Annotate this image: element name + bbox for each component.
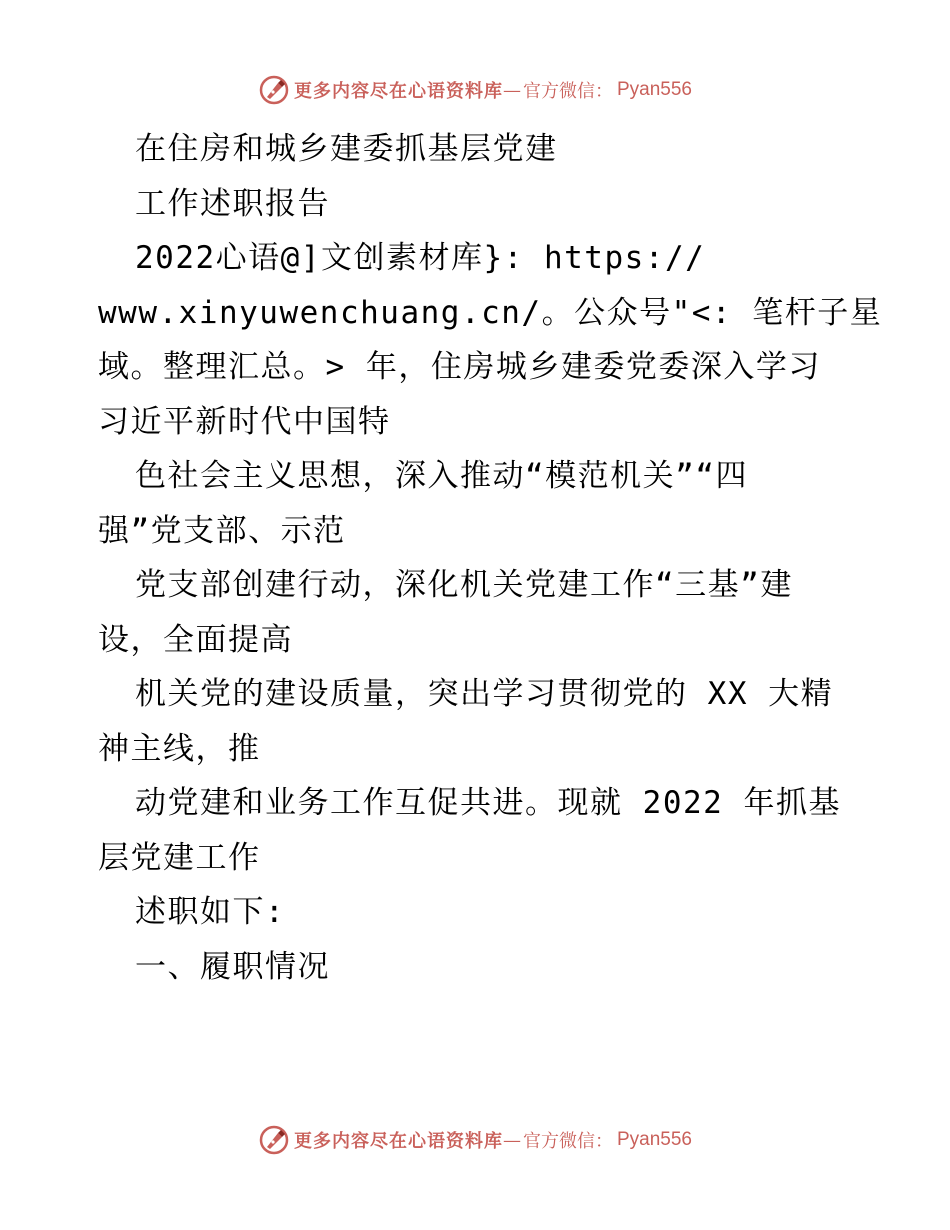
document-line: 动党建和业务工作互促共进。现就 2022 年抓基 (135, 785, 841, 821)
pen-nib-icon (258, 74, 290, 106)
pen-nib-icon (258, 1124, 290, 1156)
document-line: 述职如下: (135, 894, 286, 930)
watermark-separator: — (502, 79, 521, 101)
watermark-separator: — (502, 1129, 521, 1151)
document-line: 色社会主义思想，深入推动“模范机关”“四 (135, 458, 748, 494)
document-line: 在住房和城乡建委抓基层党建 (135, 131, 558, 167)
header-watermark (0, 72, 950, 108)
footer-watermark (0, 1122, 950, 1158)
document-line: 机关党的建设质量，突出学习贯彻党的 XX 大精 (135, 676, 834, 712)
document-line: www.xinyuwenchuang.cn/。公众号"<: 笔杆子星 (98, 294, 883, 331)
document-line: 习近平新时代中国特 (98, 403, 391, 440)
watermark-text: 更多内容尽在心语资料库 (293, 1131, 503, 1152)
document-line: 域。整理汇总。> 年，住房城乡建委党委深入学习 (98, 349, 821, 385)
document-line: 2022心语@]文创素材库}: https:// (135, 240, 706, 276)
watermark-contact-label: 官方微信： (522, 1131, 613, 1152)
document-line: 层党建工作 (98, 839, 261, 876)
document-body (98, 122, 883, 994)
watermark-text: 更多内容尽在心语资料库 (293, 81, 503, 102)
document-line: 神主线，推 (98, 730, 261, 767)
watermark-contact-label: 官方微信： (522, 81, 613, 102)
watermark-contact-id: Pyan556 (616, 79, 692, 100)
document-line: 设，全面提高 (98, 621, 293, 658)
document-line: 强”党支部、示范 (98, 512, 346, 549)
document-line: 党支部创建行动，深化机关党建工作“三基”建 (135, 567, 793, 603)
document-line: 一、履职情况 (135, 948, 330, 985)
watermark-contact-id: Pyan556 (616, 1129, 692, 1150)
document-line: 工作述职报告 (135, 185, 330, 222)
